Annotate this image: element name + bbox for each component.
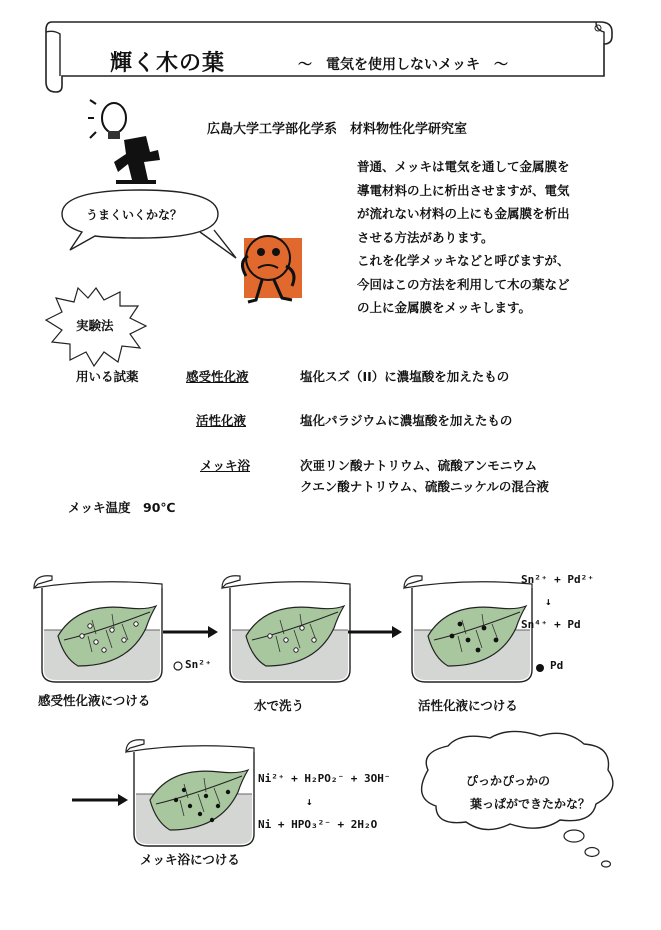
intro-line: 今回はこの方法を利用して木の葉など — [357, 276, 570, 292]
intro-line: が流れない材料の上にも金属膜を析出 — [357, 206, 570, 221]
step4-caption: メッキ浴につける — [140, 852, 240, 867]
legend-pd: Pd — [550, 659, 564, 672]
method-label: 実験法 — [76, 318, 114, 333]
reaction2-line1: Ni²⁺ + H₂PO₂⁻ + 3OH⁻ — [258, 772, 391, 785]
reagent-desc-line2: クエン酸ナトリウム、硫酸ニッケルの混合液 — [300, 479, 549, 494]
reaction1-line1: Sn²⁺ + Pd²⁺ — [521, 573, 594, 586]
speech-bubble-text: うまくいくかな？ — [86, 208, 183, 222]
reagent-name: 感受性化液 — [186, 369, 249, 384]
page-subtitle: ～ 電気を使用しないメッキ ～ — [298, 57, 508, 73]
reagent-name: メッキ浴 — [200, 458, 251, 473]
intro-line: させる方法があります。 — [357, 229, 494, 245]
lab-name: 広島大学工学部化学系 材料物性化学研究室 — [207, 122, 468, 137]
step1-caption: 感受性化液につける — [38, 693, 151, 708]
cloud-text-line1: ぴっかぴっかの — [466, 774, 551, 788]
plating-temperature: メッキ温度 90℃ — [68, 500, 176, 515]
reaction1-line2: Sn⁴⁺ + Pd — [521, 618, 581, 631]
page-title: 輝く木の葉 — [110, 51, 226, 76]
intro-line: の上に金属膜をメッキします。 — [357, 300, 532, 315]
reagent-desc: 塩化スズ（II）に濃塩酸を加えたもの — [300, 369, 510, 384]
legend-sn: Sn²⁺ — [185, 658, 212, 671]
reaction2-line2: Ni + HPO₃²⁻ + 2H₂O — [258, 818, 378, 831]
cloud-text-line2: 葉っぱができたかな？ — [470, 797, 591, 811]
reaction1-arrow: ↓ — [545, 595, 552, 608]
reaction2-arrow: ↓ — [306, 795, 313, 808]
step3-caption: 活性化液につける — [418, 698, 518, 713]
intro-line: 導電材料の上に析出させますが、電気 — [357, 182, 570, 198]
intro-line: これを化学メッキなどと呼びますが、 — [357, 253, 570, 268]
reagent-name: 活性化液 — [196, 413, 247, 428]
intro-line: 普通、メッキは電気を通して金属膜を — [357, 159, 570, 174]
reagents-label: 用いる試薬 — [76, 369, 139, 384]
reagent-desc: 塩化パラジウムに濃塩酸を加えたもの — [300, 413, 513, 428]
reagent-desc: 次亜リン酸ナトリウム、硫酸アンモニウム — [300, 458, 538, 473]
step2-caption: 水で洗う — [254, 698, 305, 713]
